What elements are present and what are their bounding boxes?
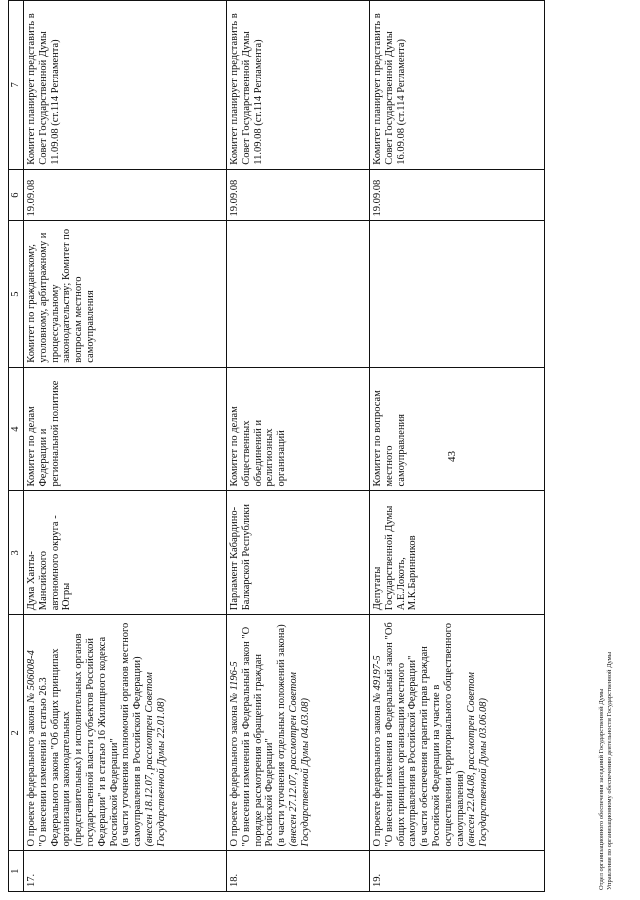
table-row: [24, 1, 227, 892]
column-header: 4: [9, 367, 24, 491]
column-header: 2: [9, 615, 24, 851]
bill-number: № 49197-5: [372, 655, 383, 703]
bill-note: (внесен 27.12.07, рассмотрен Советом Государственной Думы 04.03.08): [287, 672, 311, 847]
row-number: 17.: [24, 851, 227, 892]
page-number: 43: [446, 451, 458, 462]
footer-directorate: Управления по организационному обеспечению деятельности Государственной Думы: [606, 651, 613, 890]
bill-detail: (в части обеспечения гарантий прав граждан Российской Федерации на участие в осуществлении территориального общественного самоуправления): [419, 623, 466, 847]
table-row: [227, 1, 370, 892]
bill-prefix: О проекте федерального закона: [26, 702, 37, 847]
co-committees: [227, 221, 370, 367]
column-header: 6: [9, 169, 24, 221]
co-committees: [370, 221, 545, 367]
column-number-row: [9, 1, 24, 892]
initiator: Парламент Кабардино-Балкарской Республики: [227, 491, 370, 615]
bill-detail: (в части уточнения полномочий органов местного самоуправления в Российской Федерации): [120, 622, 144, 847]
bill-title: "О внесении изменений в статью 26.3 Федерального закона "Об общих принципах организации законодательных (представительных) и исполнительных органов государственной власти субъектов Российской Федерации" и в статью 16 Жилищного кодекса Российской Федерации": [37, 633, 120, 847]
responsible-committee: Комитет по вопросам местного самоуправления: [370, 367, 545, 491]
bill-prefix: О проекте федерального закона: [372, 702, 383, 847]
table-row: [370, 1, 545, 892]
plan-note: Комитет планирует представить в Совет Государственной Думы 16.09.08 (ст.114 Регламента): [370, 1, 545, 170]
responsible-committee: Комитет по делам Федерации и региональной политике: [24, 367, 227, 491]
bill-note: (внесен 18.12.07, рассмотрен Советом Государственной Думы 22.01.08): [143, 672, 167, 847]
date: 19.09.08: [227, 169, 370, 221]
column-header: 3: [9, 491, 24, 615]
row-number: 19.: [370, 851, 545, 892]
date: 19.09.08: [24, 169, 227, 221]
legislation-table: [8, 0, 545, 892]
co-committees: Комитет по гражданскому, уголовному, арбитражному и процессуальному законодательству; Комитет по вопросам местного самоуправления: [24, 221, 227, 367]
bill-prefix: О проекте федерального закона: [229, 702, 240, 847]
footer-department: Отдел организационного обеспечения заседаний Государственной Думы: [598, 688, 605, 890]
bill-title: "О внесении изменения в Федеральный закон "Об общих принципах организации местного самоуправления в Российской Федерации": [383, 622, 419, 847]
bill-description: [370, 615, 545, 851]
initiator: Депутаты Государственной Думы А.Е.Локоть, М.К.Баринников: [370, 491, 545, 615]
plan-note: Комитет планирует представить в Совет Государственной Думы 11.09.08 (ст.114 Регламента): [227, 1, 370, 170]
bill-detail: (в части уточнения отдельных положений закона): [276, 624, 288, 847]
plan-note: Комитет планирует представить в Совет Государственной Думы 11.09.08 (ст.114 Регламента): [24, 1, 227, 170]
bill-title: "О внесении изменений в Федеральный закон "О порядке рассмотрения обращений граждан Российской Федерации": [240, 626, 276, 847]
bill-number: № 506008-4: [26, 650, 37, 703]
column-header: 7: [9, 1, 24, 170]
row-number: 18.: [227, 851, 370, 892]
initiator: Дума Ханты-Мансийского автономного округа - Югры: [24, 491, 227, 615]
responsible-committee: Комитет по делам общественных объединений и религиозных организаций: [227, 367, 370, 491]
bill-number: № 1196-5: [229, 661, 240, 703]
date: 19.09.08: [370, 169, 545, 221]
bill-note: (внесен 22.04.08, рассмотрен Советом Государственной Думы 03.06.08): [466, 672, 490, 847]
column-header: 1: [9, 851, 24, 892]
bill-description: [24, 615, 227, 851]
column-header: 5: [9, 221, 24, 367]
bill-description: [227, 615, 370, 851]
